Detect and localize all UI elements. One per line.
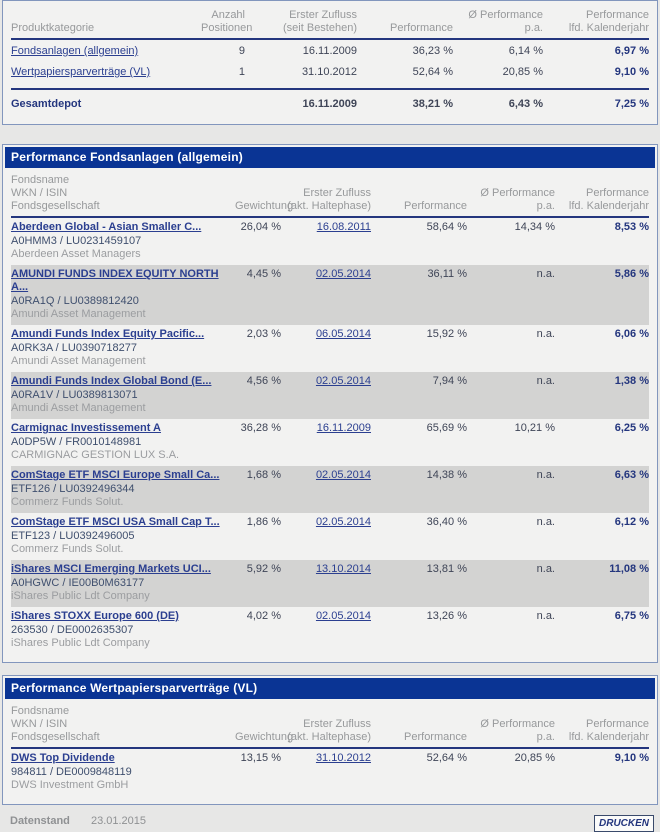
- performance-value: 7,94 %: [432, 375, 467, 387]
- summary-table-header: [11, 6, 649, 35]
- performance-value: 58,64 %: [426, 221, 467, 233]
- page-footer: [2, 805, 658, 832]
- ytd-performance-value: 8,53 %: [614, 221, 649, 233]
- total-avg-performance: 6,43 %: [508, 98, 543, 110]
- fund-name-link[interactable]: ComStage ETF MSCI Europe Small Ca...: [11, 469, 220, 481]
- weight-value: 4,56 %: [246, 375, 281, 387]
- header-fondsgesellschaft: Fondsgesellschaft: [11, 200, 100, 212]
- performance-value: 14,38 %: [426, 469, 467, 481]
- total-row: [11, 90, 649, 116]
- col-fondsname: [11, 174, 235, 213]
- header-lfd-kalenderjahr: lfd. Kalenderjahr: [568, 200, 649, 212]
- header-fondsgesellschaft: Fondsgesellschaft: [11, 731, 100, 743]
- fund-company: Commerz Funds Solut.: [11, 543, 124, 555]
- fund-company: DWS Investment GmbH: [11, 779, 129, 791]
- col-produktkategorie: [11, 22, 201, 35]
- fund-row: [11, 419, 649, 466]
- positions-value: 9: [238, 45, 245, 57]
- fund-row: [11, 218, 649, 265]
- weight-value: 13,15 %: [240, 752, 281, 764]
- header-akt-haltephase: (akt. Haltephase): [287, 200, 371, 212]
- header-anzahl: Anzahl: [211, 9, 245, 21]
- ytd-performance-value: 6,25 %: [614, 422, 649, 434]
- avg-performance-value: n.a.: [536, 328, 555, 340]
- vl-section-title: Performance Wertpapiersparverträge (VL): [5, 678, 655, 699]
- total-ytd-performance: 7,25 %: [614, 98, 649, 110]
- vl-table-header: [11, 702, 649, 744]
- header-avg-performance: Ø Performance: [480, 187, 555, 199]
- fund-row: [11, 749, 649, 796]
- performance-value: 15,92 %: [426, 328, 467, 340]
- col-gewichtung: [235, 200, 294, 213]
- fund-row: [11, 513, 649, 560]
- fund-row: [11, 466, 649, 513]
- performance-value: 36,23 %: [412, 45, 453, 57]
- performance-value: 52,64 %: [426, 752, 467, 764]
- header-fondsname: Fondsname: [11, 174, 70, 186]
- inflow-date-link[interactable]: 02.05.2014: [315, 469, 371, 481]
- inflow-date-link[interactable]: 16.11.2009: [316, 422, 371, 434]
- summary-row: [11, 40, 649, 61]
- avg-performance-value: 14,34 %: [514, 221, 555, 233]
- fund-row: [11, 560, 649, 607]
- inflow-date-link[interactable]: 02.05.2014: [315, 268, 371, 280]
- header-avg-performance: Ø Performance: [480, 718, 555, 730]
- total-performance: 38,21 %: [412, 98, 453, 110]
- performance-value: 13,81 %: [426, 563, 467, 575]
- header-seit-bestehen: (seit Bestehen): [283, 22, 357, 34]
- header-akt-haltephase: (akt. Haltephase): [287, 731, 371, 743]
- fund-name-link[interactable]: AMUNDI FUNDS INDEX EQUITY NORTH A...: [11, 268, 219, 293]
- col-performance: [357, 22, 453, 35]
- datenstand: [10, 815, 146, 827]
- wkn-isin-value: A0HGWC / IE00B0M63177: [11, 577, 145, 589]
- wkn-isin-value: A0RA1Q / LU0389812420: [11, 295, 139, 307]
- fund-name-link[interactable]: Carmignac Investissement A: [11, 422, 161, 434]
- fund-company: Amundi Asset Management: [11, 402, 146, 414]
- header-pa: p.a.: [536, 200, 555, 212]
- inflow-date-link[interactable]: 02.05.2014: [315, 610, 371, 622]
- col-performance: [371, 200, 467, 213]
- summary-panel: [2, 0, 658, 125]
- wkn-isin-value: 263530 / DE0002635307: [11, 624, 134, 636]
- print-button[interactable]: DRUCKEN: [594, 815, 654, 832]
- inflow-date-link[interactable]: 06.05.2014: [315, 328, 371, 340]
- performance-value: 36,11 %: [427, 268, 467, 280]
- header-pa: p.a.: [524, 22, 543, 34]
- fund-company: CARMIGNAC GESTION LUX S.A.: [11, 449, 180, 461]
- weight-value: 36,28 %: [240, 422, 281, 434]
- fund-company: Commerz Funds Solut.: [11, 496, 124, 508]
- weight-value: 5,92 %: [246, 563, 281, 575]
- weight-value: 4,45 %: [246, 268, 281, 280]
- header-performance: Performance: [404, 731, 467, 743]
- wkn-isin-value: A0RK3A / LU0390718277: [11, 342, 137, 354]
- header-fondsname: Fondsname: [11, 705, 70, 717]
- inflow-date-link[interactable]: 16.08.2011: [316, 221, 371, 233]
- header-lfd-kalenderjahr: lfd. Kalenderjahr: [568, 731, 649, 743]
- ytd-performance-value: 6,06 %: [614, 328, 649, 340]
- weight-value: 1,68 %: [246, 469, 281, 481]
- header-wkn-isin: WKN / ISIN: [11, 187, 68, 199]
- fund-row: [11, 607, 649, 654]
- ytd-performance-value: 6,63 %: [614, 469, 649, 481]
- category-link[interactable]: Fondsanlagen (allgemein): [11, 45, 139, 57]
- weight-value: 2,03 %: [246, 328, 281, 340]
- header-wkn-isin: WKN / ISIN: [11, 718, 68, 730]
- col-erster-zufluss: [281, 187, 371, 213]
- col-anzahl-positionen: [201, 9, 253, 35]
- fund-name-link[interactable]: Aberdeen Global - Asian Smaller C...: [11, 221, 202, 233]
- fund-name-link[interactable]: ComStage ETF MSCI USA Small Cap T...: [11, 516, 220, 528]
- ytd-performance-value: 5,86 %: [614, 268, 649, 280]
- header-performance: Performance: [404, 200, 467, 212]
- total-label: Gesamtdepot: [11, 98, 82, 110]
- ytd-performance-value: 6,12 %: [614, 516, 649, 528]
- col-erster-zufluss: [281, 718, 371, 744]
- avg-performance-value: 6,14 %: [508, 45, 543, 57]
- inflow-date-link[interactable]: 02.05.2014: [315, 516, 371, 528]
- fund-row: [11, 325, 649, 372]
- avg-performance-value: n.a.: [536, 563, 555, 575]
- header-pa: p.a.: [536, 731, 555, 743]
- fund-company: Amundi Asset Management: [11, 308, 146, 320]
- fund-name-link[interactable]: Amundi Funds Index Global Bond (E...: [11, 375, 212, 387]
- col-ytd-performance: [555, 187, 649, 213]
- fund-company: iShares Public Ldt Company: [11, 590, 150, 602]
- weight-value: 1,86 %: [246, 516, 281, 528]
- col-ytd-performance: [555, 718, 649, 744]
- fund-name-link[interactable]: Amundi Funds Index Equity Pacific...: [11, 328, 205, 340]
- vl-panel: [2, 675, 658, 805]
- header-positionen: Positionen: [201, 22, 253, 34]
- header-lfd-kalenderjahr: lfd. Kalenderjahr: [568, 22, 649, 34]
- first-inflow-value: 31.10.2012: [301, 66, 357, 78]
- fonds-section-title: Performance Fondsanlagen (allgemein): [5, 147, 655, 168]
- fund-row: [11, 265, 649, 325]
- positions-value: 1: [238, 66, 245, 78]
- ytd-performance-value: 6,75 %: [614, 610, 649, 622]
- performance-value: 13,26 %: [426, 610, 467, 622]
- vl-rows: [11, 749, 649, 796]
- performance-value: 36,40 %: [426, 516, 467, 528]
- avg-performance-value: n.a.: [536, 610, 555, 622]
- datenstand-label: Datenstand: [10, 815, 70, 827]
- col-ytd-performance: [543, 9, 649, 35]
- col-avg-performance: [453, 9, 543, 35]
- col-avg-performance: [467, 718, 555, 744]
- avg-performance-value: n.a.: [536, 516, 555, 528]
- ytd-performance-value: 11,08 %: [609, 563, 649, 575]
- total-first-inflow: 16.11.2009: [302, 98, 357, 110]
- header-erster-zufluss: Erster Zufluss: [303, 187, 371, 199]
- wkn-isin-value: 984811 / DE0009848119: [11, 766, 132, 778]
- avg-performance-value: n.a.: [536, 375, 555, 387]
- header-erster-zufluss: Erster Zufluss: [303, 718, 371, 730]
- inflow-date-link[interactable]: 02.05.2014: [315, 375, 371, 387]
- datenstand-value: 23.01.2015: [90, 815, 147, 827]
- header-performance: Performance: [390, 22, 453, 34]
- inflow-date-link[interactable]: 13.10.2014: [315, 563, 371, 575]
- summary-rows: [11, 40, 649, 82]
- ytd-performance-value: 9,10 %: [614, 66, 649, 78]
- fund-name-link[interactable]: iShares MSCI Emerging Markets UCI...: [11, 563, 211, 575]
- header-performance2: Performance: [586, 9, 649, 21]
- fund-company: Aberdeen Asset Managers: [11, 248, 141, 260]
- fund-name-link[interactable]: DWS Top Dividende: [11, 752, 115, 764]
- col-gewichtung: [235, 731, 294, 744]
- header-gewichtung: Gewichtung: [235, 200, 294, 212]
- weight-value: 4,02 %: [246, 610, 281, 622]
- header-gewichtung: Gewichtung: [235, 731, 294, 743]
- col-avg-performance: [467, 187, 555, 213]
- ytd-performance-value: 6,97 %: [614, 45, 649, 57]
- wkn-isin-value: ETF126 / LU0392496344: [11, 483, 135, 495]
- fund-company: Amundi Asset Management: [11, 355, 146, 367]
- first-inflow-value: 16.11.2009: [302, 45, 357, 57]
- ytd-performance-value: 9,10 %: [614, 752, 649, 764]
- col-performance: [371, 731, 467, 744]
- avg-performance-value: 10,21 %: [514, 422, 555, 434]
- wkn-isin-value: A0HMM3 / LU0231459107: [11, 235, 142, 247]
- header-produktkategorie: Produktkategorie: [11, 22, 95, 34]
- fonds-rows: [11, 218, 649, 654]
- avg-performance-value: 20,85 %: [502, 66, 543, 78]
- col-erster-zufluss: [245, 9, 357, 35]
- avg-performance-value: n.a.: [536, 469, 555, 481]
- avg-performance-value: 20,85 %: [514, 752, 555, 764]
- wkn-isin-value: A0RA1V / LU0389813071: [11, 389, 138, 401]
- fund-name-link[interactable]: iShares STOXX Europe 600 (DE): [11, 610, 179, 622]
- wkn-isin-value: ETF123 / LU0392496005: [11, 530, 135, 542]
- header-performance2: Performance: [586, 187, 649, 199]
- fonds-panel: [2, 144, 658, 663]
- performance-value: 65,69 %: [426, 422, 467, 434]
- fund-row: [11, 372, 649, 419]
- performance-value: 52,64 %: [412, 66, 453, 78]
- header-avg-performance: Ø Performance: [468, 9, 543, 21]
- ytd-performance-value: 1,38 %: [614, 375, 649, 387]
- fonds-table-header: [11, 171, 649, 213]
- header-erster-zufluss: Erster Zufluss: [289, 9, 357, 21]
- fund-company: iShares Public Ldt Company: [11, 637, 150, 649]
- summary-row: [11, 61, 649, 82]
- col-fondsname: [11, 705, 235, 744]
- wkn-isin-value: A0DP5W / FR0010148981: [11, 436, 142, 448]
- avg-performance-value: n.a.: [536, 268, 555, 280]
- category-link[interactable]: Wertpapiersparverträge (VL): [11, 66, 151, 78]
- inflow-date-link[interactable]: 31.10.2012: [315, 752, 371, 764]
- header-performance2: Performance: [586, 718, 649, 730]
- weight-value: 26,04 %: [240, 221, 281, 233]
